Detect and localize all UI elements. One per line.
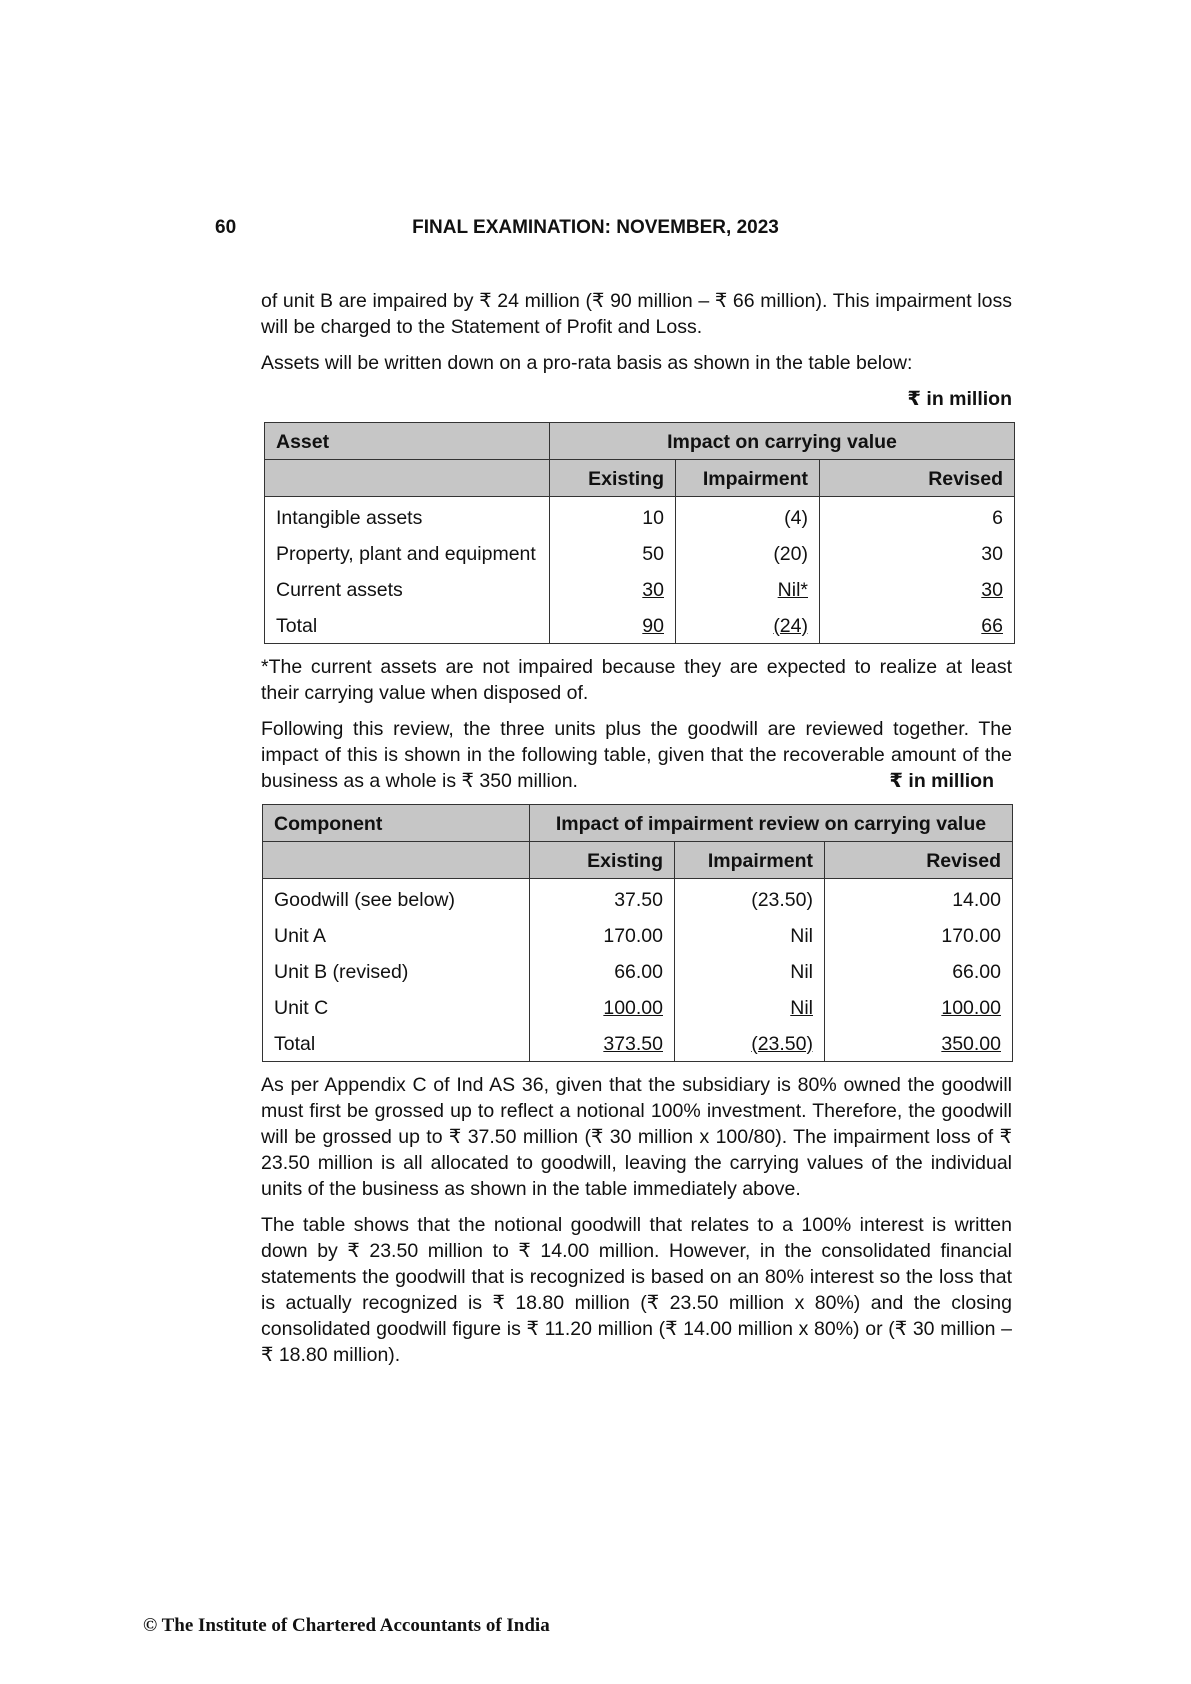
- underlined-value: 350.00: [941, 1032, 1001, 1055]
- paragraph-impairment-unit-b: of unit B are impaired by ₹ 24 million (₹ 90 million – ₹ 66 million). This impairment loss will be charged to the Statement of Profit and Loss.: [261, 290, 1012, 338]
- cell-revised: [825, 1025, 1013, 1062]
- cell-impairment: Nil: [675, 953, 825, 989]
- underlined-value: Nil*: [777, 578, 808, 601]
- table-row: [263, 989, 1013, 1025]
- running-header-title: FINAL EXAMINATION: NOVEMBER, 2023: [412, 217, 779, 238]
- table2-header-revised: Revised: [825, 842, 1013, 879]
- page-body: [261, 288, 1012, 1378]
- underlined-value: 90: [642, 614, 664, 637]
- cell-impairment: [676, 571, 820, 607]
- cell-revised: 170.00: [825, 917, 1013, 953]
- table-row: [263, 953, 1013, 989]
- table2-header-existing: Existing: [530, 842, 675, 879]
- table1-group-header: Impact on carrying value: [550, 423, 1015, 460]
- paragraph-notional-goodwill: The table shows that the notional goodwill that relates to a 100% interest is written down by ₹ 23.50 million to ₹ 14.00 million. However, in the consolidated financial statements the goodwill that is recognized is based on an 80% interest so the loss that is actually recognized is ₹ 18.80 million (₹ 23.50 million x 80%) and the closing consolidated goodwill figure is ₹ 11.20 million (₹ 14.00 million x 80%) or (₹ 30 million – ₹ 18.80 million).: [261, 1214, 1012, 1366]
- paragraph-combined-review-text: Following this review, the three units plus the goodwill are reviewed together. The impact of this is shown in the following table, given that the recoverable amount of the business as a whole is ₹ 350 million.: [261, 718, 1012, 792]
- table-row: [263, 917, 1013, 953]
- cell-impairment: (23.50): [675, 879, 825, 918]
- row-label: Unit B (revised): [263, 953, 530, 989]
- table-row: [265, 497, 1015, 536]
- table1-empty-header-cell: [265, 460, 550, 497]
- cell-impairment: [675, 989, 825, 1025]
- cell-existing: 37.50: [530, 879, 675, 918]
- page-number: 60: [215, 217, 237, 238]
- cell-impairment: [675, 1025, 825, 1062]
- cell-revised: [825, 989, 1013, 1025]
- cell-existing: 66.00: [530, 953, 675, 989]
- footer-copyright: © The Institute of Chartered Accountants of India: [143, 1615, 550, 1636]
- underlined-value: 100.00: [941, 996, 1001, 1019]
- table1-header-revised: Revised: [820, 460, 1015, 497]
- row-label: Current assets: [265, 571, 550, 607]
- cell-impairment: [676, 607, 820, 644]
- component-impairment-table: [262, 804, 1013, 1062]
- cell-revised: [820, 571, 1015, 607]
- row-label: Total: [265, 607, 550, 644]
- asset-impairment-table: [264, 422, 1015, 644]
- underlined-value: (24): [773, 614, 808, 637]
- table1-header-impairment: Impairment: [676, 460, 820, 497]
- table-row-total: [263, 1025, 1013, 1062]
- table2-component-header: Component: [263, 805, 530, 842]
- paragraph-combined-review: [261, 716, 1012, 794]
- table-row-total: [265, 607, 1015, 644]
- table-row: [265, 535, 1015, 571]
- underlined-value: (23.50): [751, 1032, 813, 1055]
- table2-group-header: Impact of impairment review on carrying value: [530, 805, 1013, 842]
- row-label: Intangible assets: [265, 497, 550, 536]
- cell-existing: 50: [550, 535, 676, 571]
- underlined-value: 100.00: [603, 996, 663, 1019]
- cell-revised: 6: [820, 497, 1015, 536]
- table2-empty-header-cell: [263, 842, 530, 879]
- table2-header-impairment: Impairment: [675, 842, 825, 879]
- unit-label-table1: ₹ in million: [907, 388, 1012, 410]
- cell-impairment: Nil: [675, 917, 825, 953]
- cell-existing: [550, 571, 676, 607]
- footnote-current-assets: *The current assets are not impaired because they are expected to realize at least their carrying value when disposed of.: [261, 656, 1012, 704]
- cell-existing: 10: [550, 497, 676, 536]
- cell-impairment: (4): [676, 497, 820, 536]
- table1-header-existing: Existing: [550, 460, 676, 497]
- cell-existing: [550, 607, 676, 644]
- row-label: Property, plant and equipment: [265, 535, 550, 571]
- cell-revised: 14.00: [825, 879, 1013, 918]
- underlined-value: 373.50: [603, 1032, 663, 1055]
- underlined-value: 66: [981, 614, 1003, 637]
- row-label: Total: [263, 1025, 530, 1062]
- unit-label-table2: ₹ in million: [889, 770, 994, 792]
- underlined-value: 30: [981, 578, 1003, 601]
- cell-impairment: (20): [676, 535, 820, 571]
- row-label: Goodwill (see below): [263, 879, 530, 918]
- underlined-value: Nil: [790, 996, 813, 1019]
- table1-asset-header: Asset: [265, 423, 550, 460]
- paragraph-appendix-c: As per Appendix C of Ind AS 36, given that the subsidiary is 80% owned the goodwill must first be grossed up to reflect a notional 100% investment. Therefore, the goodwill will be grossed up to ₹ 37.50 million (₹ 30 million x 100/80). The impairment loss of ₹ 23.50 million is all allocated to goodwill, leaving the carrying values of the individual units of the business as shown in the table immediately above.: [261, 1074, 1012, 1200]
- paragraph-pro-rata-intro: Assets will be written down on a pro-rata basis as shown in the table below:: [261, 352, 913, 374]
- table-row: [263, 879, 1013, 918]
- row-label: Unit C: [263, 989, 530, 1025]
- underlined-value: 30: [642, 578, 664, 601]
- table-row: [265, 571, 1015, 607]
- cell-revised: 66.00: [825, 953, 1013, 989]
- cell-revised: 30: [820, 535, 1015, 571]
- cell-existing: [530, 989, 675, 1025]
- cell-existing: 170.00: [530, 917, 675, 953]
- cell-existing: [530, 1025, 675, 1062]
- row-label: Unit A: [263, 917, 530, 953]
- cell-revised: [820, 607, 1015, 644]
